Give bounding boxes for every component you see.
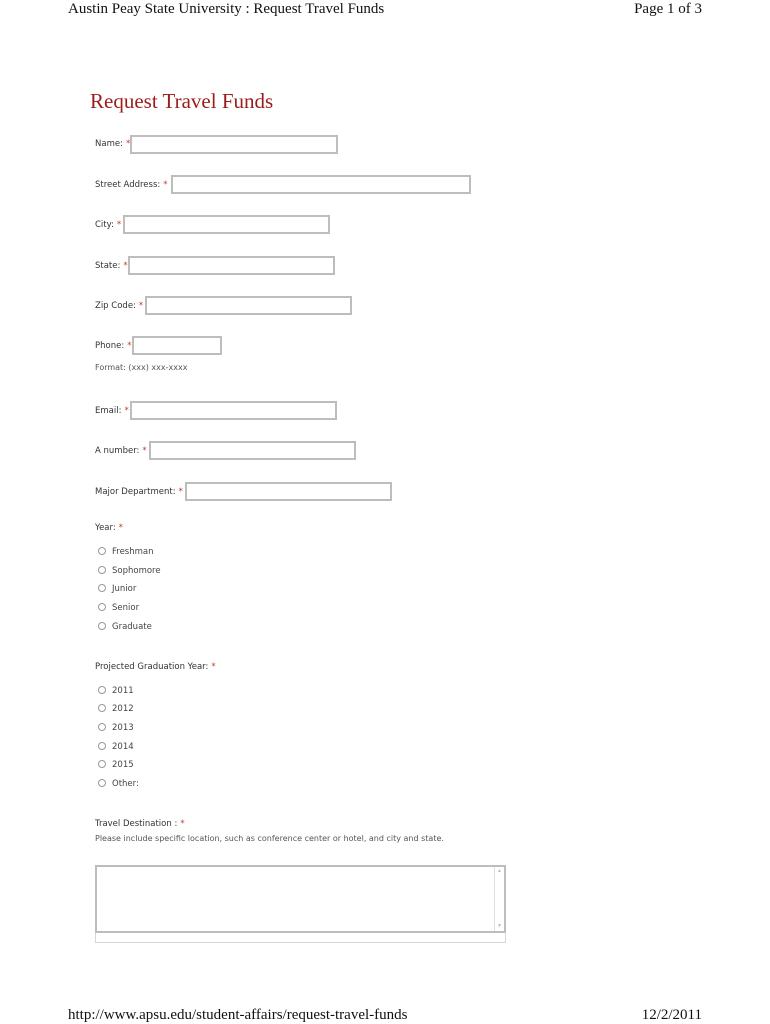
radio-icon[interactable]	[98, 686, 106, 694]
grad-year-option-2013[interactable]: 2013	[98, 723, 134, 733]
radio-icon[interactable]	[98, 760, 106, 768]
a-number-input[interactable]	[149, 441, 356, 460]
grad-year-option-2015[interactable]: 2015	[98, 760, 134, 770]
grad-year-option-2011[interactable]: 2011	[98, 686, 134, 696]
form-title: Request Travel Funds	[90, 89, 274, 113]
major-department-input[interactable]	[185, 482, 392, 501]
radio-icon[interactable]	[98, 547, 106, 555]
page-footer-url: http://www.apsu.edu/student-affairs/request-travel-funds	[68, 1007, 408, 1023]
travel-destination-help: Please include specific location, such as conference center or hotel, and city and state.	[95, 834, 444, 843]
year-option-senior[interactable]: Senior	[98, 603, 139, 613]
scroll-up-icon[interactable]: ▲	[497, 869, 502, 874]
page-number: Page 1 of 3	[634, 1, 702, 17]
textarea-bottom-edge	[95, 933, 506, 943]
grad-year-option-2012[interactable]: 2012	[98, 704, 134, 714]
email-label: Email: *	[95, 406, 129, 416]
street-address-input[interactable]	[171, 175, 471, 194]
street-address-label: Street Address: *	[95, 180, 168, 190]
year-option-freshman[interactable]: Freshman	[98, 547, 154, 557]
name-label: Name: *	[95, 139, 131, 149]
grad-year-option-other[interactable]: Other:	[98, 779, 139, 789]
radio-icon[interactable]	[98, 779, 106, 787]
a-number-label: A number: *	[95, 446, 147, 456]
textarea-scrollbar[interactable]	[494, 867, 504, 931]
radio-icon[interactable]	[98, 584, 106, 592]
year-option-junior[interactable]: Junior	[98, 584, 136, 594]
email-input[interactable]	[130, 401, 337, 420]
radio-icon[interactable]	[98, 622, 106, 630]
travel-destination-textarea[interactable]	[95, 865, 506, 933]
year-option-sophomore[interactable]: Sophomore	[98, 566, 161, 576]
travel-destination-label: Travel Destination : *	[95, 819, 185, 829]
scroll-down-icon[interactable]: ▼	[497, 924, 502, 929]
radio-icon[interactable]	[98, 603, 106, 611]
city-label: City: *	[95, 220, 122, 230]
zip-code-input[interactable]	[145, 296, 352, 315]
page-header-title: Austin Peay State University : Request Travel Funds	[68, 1, 385, 17]
grad-year-option-2014[interactable]: 2014	[98, 742, 134, 752]
phone-input[interactable]	[132, 336, 222, 355]
phone-format-hint: Format: (xxx) xxx-xxxx	[95, 363, 188, 372]
zip-code-label: Zip Code: *	[95, 301, 144, 311]
state-input[interactable]	[128, 256, 335, 275]
name-input[interactable]	[130, 135, 338, 154]
radio-icon[interactable]	[98, 704, 106, 712]
radio-icon[interactable]	[98, 742, 106, 750]
major-department-label: Major Department: *	[95, 487, 183, 497]
phone-label: Phone: *	[95, 341, 132, 351]
city-input[interactable]	[123, 215, 330, 234]
page-footer-date: 12/2/2011	[641, 1007, 702, 1023]
state-label: State: *	[95, 261, 128, 271]
radio-icon[interactable]	[98, 566, 106, 574]
radio-icon[interactable]	[98, 723, 106, 731]
year-option-graduate[interactable]: Graduate	[98, 622, 152, 632]
graduation-year-label: Projected Graduation Year: *	[95, 662, 216, 672]
year-label: Year: *	[95, 523, 123, 533]
